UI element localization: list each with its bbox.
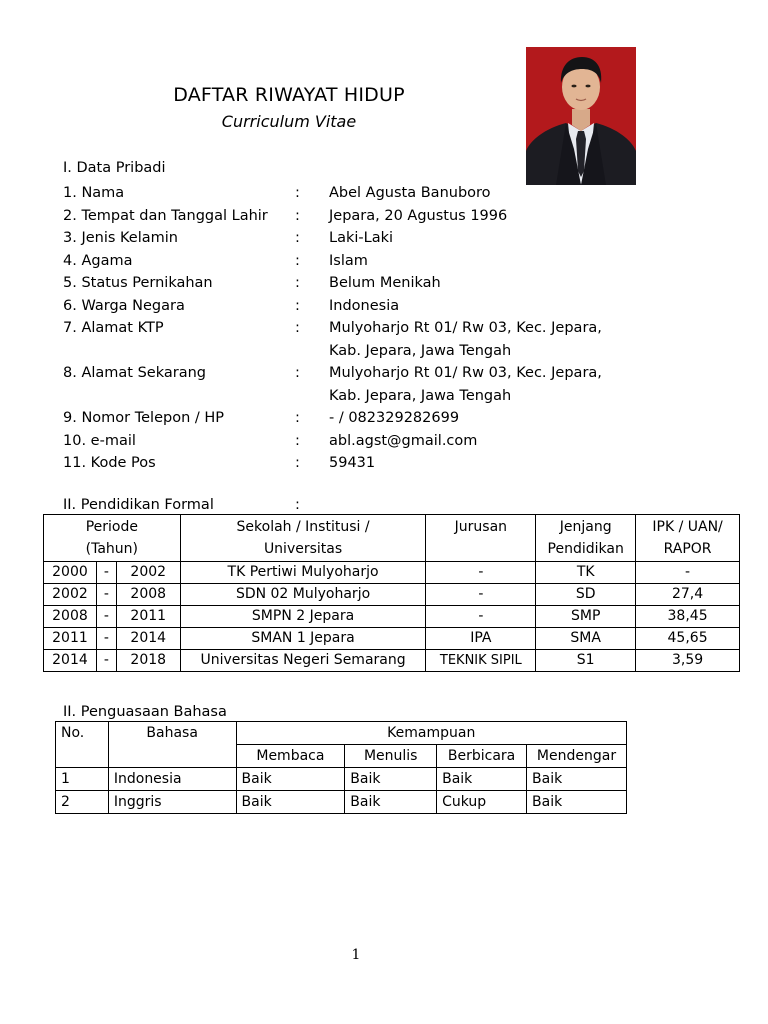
cell-level: S1 (536, 650, 636, 672)
cell-no: 1 (56, 768, 109, 791)
column-header-no: No. (56, 722, 109, 768)
education-heading (63, 497, 300, 513)
cell-school: SDN 02 Mulyoharjo (180, 584, 426, 606)
header-line: IPK / UAN/ (652, 519, 723, 535)
cell-school: TK Pertiwi Mulyoharjo (180, 562, 426, 584)
field-colon: : (295, 185, 300, 201)
cell-read: Baik (236, 791, 345, 814)
education-heading-colon: : (295, 497, 300, 513)
cell-language: Inggris (108, 791, 236, 814)
language-heading: II. Penguasaan Bahasa (63, 704, 227, 720)
table-row (56, 768, 627, 791)
field-label: 1. Nama (63, 185, 125, 201)
cell-write: Baik (345, 791, 437, 814)
cell-major: - (426, 584, 536, 606)
table-row (44, 650, 740, 672)
field-value: abl.agst@gmail.com (329, 432, 478, 449)
page-number: 1 (351, 947, 361, 963)
column-header-major (426, 515, 536, 562)
field-label: 11. Kode Pos (63, 455, 156, 471)
person-portrait-icon (526, 47, 636, 185)
header-line: Universitas (263, 541, 343, 557)
field-value: 59431 (329, 455, 376, 471)
cell-start-year: 2008 (44, 606, 97, 628)
column-header-ability: Kemampuan (236, 722, 626, 745)
field-colon: : (295, 230, 300, 246)
cell-level: TK (536, 562, 636, 584)
field-colon: : (295, 252, 300, 269)
column-header-speak: Berbicara (437, 745, 527, 768)
field-value-line-1: Mulyoharjo Rt 01/ Rw 03, Kec. Jepara, (329, 320, 602, 336)
field-value-line-1: Mulyoharjo Rt 01/ Rw 03, Kec. Jepara, (329, 365, 602, 381)
table-row (56, 791, 627, 814)
cell-score: 38,45 (636, 606, 740, 628)
header-line: Periode (85, 519, 138, 535)
cell-no: 2 (56, 791, 109, 814)
cell-score: 45,65 (636, 628, 740, 650)
field-colon: : (295, 275, 300, 291)
cell-school: SMPN 2 Jepara (180, 606, 426, 628)
field-label: 8. Alamat Sekarang (63, 365, 206, 381)
column-header-period (44, 515, 181, 562)
field-value: Islam (329, 252, 368, 269)
cell-school: SMAN 1 Jepara (180, 628, 426, 650)
field-value-line-2: Kab. Jepara, Jawa Tengah (329, 342, 512, 359)
cell-school: Universitas Negeri Semarang (180, 650, 426, 672)
field-value: Jepara, 20 Agustus 1996 (329, 207, 508, 224)
field-label: 5. Status Pernikahan (63, 275, 213, 291)
cell-dash: - (96, 584, 116, 606)
cell-start-year: 2002 (44, 584, 97, 606)
header-line: Jenjang (559, 519, 612, 535)
column-header-listen: Mendengar (527, 745, 627, 768)
cell-major: TEKNIK SIPIL (426, 650, 536, 672)
cell-start-year: 2000 (44, 562, 97, 584)
header-line: Jurusan (454, 519, 508, 535)
table-header-row (44, 515, 740, 562)
column-header-school (180, 515, 426, 562)
cell-speak: Cukup (437, 791, 527, 814)
field-label: 2. Tempat dan Tanggal Lahir (63, 207, 268, 224)
language-table (55, 721, 627, 814)
cell-listen: Baik (527, 791, 627, 814)
education-table (43, 514, 740, 672)
cell-end-year: 2002 (116, 562, 180, 584)
table-row (44, 562, 740, 584)
cell-score: 3,59 (636, 650, 740, 672)
cell-language: Indonesia (108, 768, 236, 791)
column-header-write: Menulis (345, 745, 437, 768)
cell-end-year: 2011 (116, 606, 180, 628)
table-header-row (56, 722, 627, 745)
column-header-read: Membaca (236, 745, 345, 768)
personal-data-heading: I. Data Pribadi (63, 160, 166, 176)
field-colon: : (295, 455, 300, 471)
cell-score: - (636, 562, 740, 584)
cell-major: IPA (426, 628, 536, 650)
field-label: 4. Agama (63, 252, 133, 269)
field-value (329, 317, 602, 362)
field-label: 10. e-mail (63, 432, 136, 449)
header-line: RAPOR (663, 541, 712, 557)
table-row (44, 584, 740, 606)
cell-start-year: 2014 (44, 650, 97, 672)
field-label: 7. Alamat KTP (63, 320, 164, 336)
field-colon: : (295, 207, 300, 224)
table-row (44, 606, 740, 628)
field-label: 6. Warga Negara (63, 297, 185, 314)
field-colon: : (295, 410, 300, 426)
cell-level: SMP (536, 606, 636, 628)
field-value: Laki-Laki (329, 230, 394, 246)
cell-end-year: 2014 (116, 628, 180, 650)
field-value: Indonesia (329, 297, 400, 314)
column-header-level (536, 515, 636, 562)
cell-speak: Baik (437, 768, 527, 791)
field-label: 3. Jenis Kelamin (63, 230, 178, 246)
cell-listen: Baik (527, 768, 627, 791)
cell-start-year: 2011 (44, 628, 97, 650)
cell-end-year: 2018 (116, 650, 180, 672)
profile-photo (526, 47, 636, 185)
field-colon: : (295, 432, 300, 449)
cell-major: - (426, 562, 536, 584)
document-subtitle: Curriculum Vitae (221, 112, 357, 131)
education-heading-text: II. Pendidikan Formal (63, 497, 214, 513)
cell-level: SMA (536, 628, 636, 650)
field-value: Belum Menikah (329, 275, 441, 291)
cell-major: - (426, 606, 536, 628)
header-line: (Tahun) (85, 541, 139, 557)
cell-write: Baik (345, 768, 437, 791)
cell-end-year: 2008 (116, 584, 180, 606)
document-title: DAFTAR RIWAYAT HIDUP (173, 84, 405, 106)
field-colon: : (295, 320, 300, 336)
field-label: 9. Nomor Telepon / HP (63, 410, 225, 426)
column-header-score (636, 515, 740, 562)
cell-dash: - (96, 628, 116, 650)
cell-read: Baik (236, 768, 345, 791)
cell-dash: - (96, 650, 116, 672)
field-colon: : (295, 297, 300, 314)
header-line: Sekolah / Institusi / (236, 519, 370, 535)
cell-score: 27,4 (636, 584, 740, 606)
field-value (329, 362, 602, 407)
header-line: Pendidikan (547, 541, 624, 557)
field-value: - / 082329282699 (329, 410, 460, 426)
field-value-line-2: Kab. Jepara, Jawa Tengah (329, 387, 512, 404)
field-colon: : (295, 365, 300, 381)
field-value: Abel Agusta Banuboro (329, 185, 491, 201)
cell-dash: - (96, 562, 116, 584)
table-row (44, 628, 740, 650)
cell-level: SD (536, 584, 636, 606)
column-header-language: Bahasa (108, 722, 236, 768)
cell-dash: - (96, 606, 116, 628)
